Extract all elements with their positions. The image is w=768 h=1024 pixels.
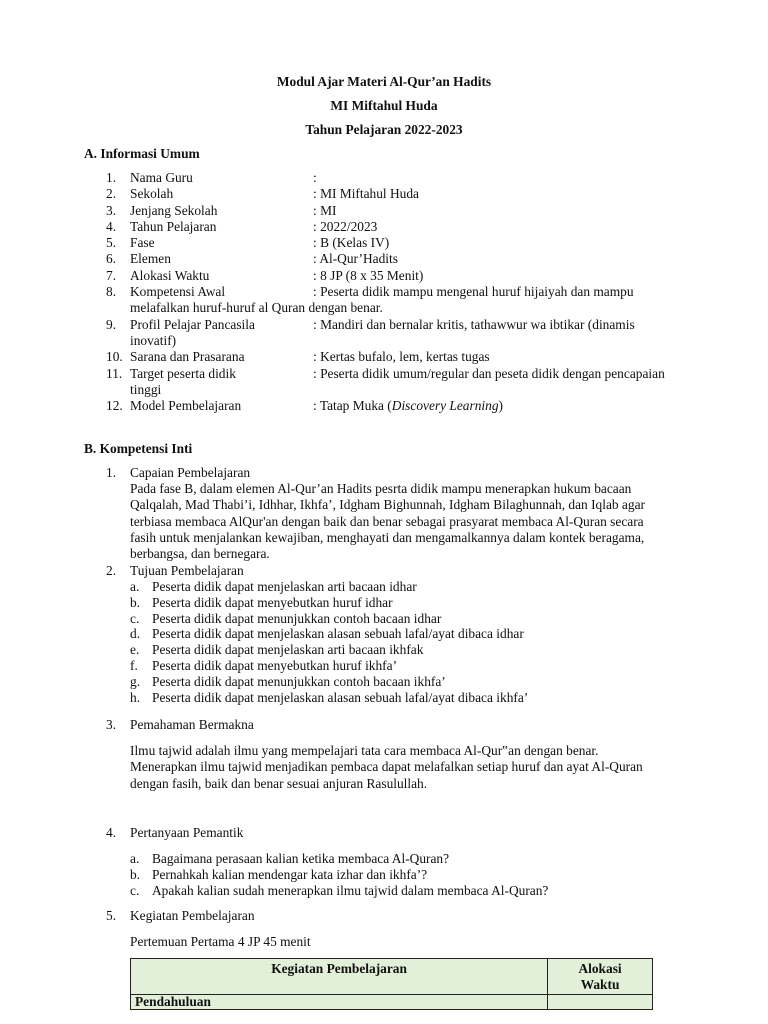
paragraph-line: terbiasa membaca AlQur'an dengan baik dan benar sebagai prasyarat membaca Al-Quran secara [130, 513, 644, 529]
item-title: Pertanyaan Pemantik [130, 825, 244, 840]
info-row [106, 398, 726, 414]
list-letter: b. [130, 866, 141, 882]
info-label: Fase [130, 235, 155, 251]
section-b-heading: B. Kompetensi Inti [84, 441, 193, 456]
list-item [130, 626, 710, 642]
info-value: : Mandiri dan bernalar kritis, tathawwur wa ibtikar (dinamis [313, 316, 635, 332]
list-item [130, 867, 710, 883]
list-letter: b. [130, 594, 141, 610]
info-row [106, 317, 726, 333]
item-title: Kegiatan Pembelajaran [130, 908, 255, 923]
info-label: Kompetensi Awal [130, 284, 226, 300]
list-text: Pernahkah kalian mendengar kata izhar dan ikhfa’? [152, 866, 428, 882]
info-label: Tahun Pelajaran [130, 218, 217, 234]
info-number: 6. [106, 251, 117, 267]
paragraph-line: Pada fase B, dalam elemen Al-Qur’an Hadits pesrta didik mampu menerapkan hukum bacaan [130, 481, 632, 496]
info-label: Model Pembelajaran [130, 398, 242, 414]
item-title: Pemahaman Bermakna [130, 717, 254, 732]
list-text: Peserta didik dapat menunjukkan contoh bacaan ikhfa’ [152, 673, 446, 689]
info-continuation: inovatif) [130, 332, 177, 348]
list-text: Apakah kalian sudah menerapkan ilmu tajwid dalam membaca Al-Quran? [152, 882, 549, 898]
info-value: : 2022/2023 [313, 218, 378, 234]
info-value: : Peserta didik umum/regular dan peseta didik dengan pencapaian [313, 365, 665, 381]
tujuan-heading [106, 563, 716, 579]
table-header-kegiatan: Kegiatan Pembelajaran [131, 959, 548, 995]
pertanyaan-heading [106, 825, 716, 841]
info-value: : 8 JP (8 x 35 Menit) [313, 267, 424, 283]
list-letter: g. [130, 673, 141, 689]
info-number: 12. [106, 398, 123, 414]
item-title: Tujuan Pembelajaran [130, 563, 244, 578]
item-number: 5. [106, 908, 117, 923]
list-letter: a. [130, 851, 140, 866]
info-value: : MI Miftahul Huda [313, 186, 419, 202]
info-label: Sarana dan Prasarana [130, 349, 245, 365]
list-text: Peserta didik dapat menyebutkan huruf ikhfa’ [152, 657, 398, 673]
list-item [130, 595, 710, 611]
info-continuation: melafalkan huruf-huruf al Quran dengan benar. [130, 300, 383, 316]
list-letter: d. [130, 626, 141, 642]
info-number: 11. [106, 365, 123, 381]
list-item [130, 851, 710, 867]
list-text: Peserta didik dapat menjelaskan arti bacaan idhar [152, 579, 417, 594]
model-suffix: ) [498, 398, 503, 414]
pertanyaan-list [130, 851, 710, 898]
info-value: : Peserta didik mampu mengenal huruf hijaiyah dan mampu [313, 284, 634, 300]
info-list [106, 170, 726, 414]
list-item [130, 658, 710, 674]
info-value: : B (Kelas IV) [313, 235, 390, 251]
info-row [106, 170, 726, 186]
info-number: 3. [106, 202, 117, 218]
pertemuan-text: Pertemuan Pertama 4 JP 45 menit [130, 934, 311, 949]
list-letter: c. [130, 610, 140, 626]
list-item [130, 642, 710, 658]
pemahaman-heading [106, 717, 716, 733]
info-row [106, 235, 726, 251]
info-value: : [313, 170, 317, 185]
alokasi-line: Waktu [580, 976, 620, 992]
info-label: Profil Pelajar Pancasila [130, 316, 255, 332]
info-row [106, 349, 726, 365]
table-row [131, 995, 653, 1010]
list-text: Peserta didik dapat menjelaskan alasan sebuah lafal/ayat dibaca idhar [152, 626, 524, 642]
list-item [130, 611, 710, 627]
info-label: Nama Guru [130, 170, 193, 185]
info-label: Sekolah [130, 186, 174, 202]
list-item [130, 579, 710, 595]
paragraph-line: Menerapkan ilmu tajwid menjadikan pembaca dapat melafalkan setiap huruf dan ayat Al-Quran [130, 759, 643, 775]
list-text: Bagaimana perasaan kalian ketika membaca Al-Quran? [152, 851, 450, 866]
table-header-row [131, 959, 653, 995]
info-row [106, 251, 726, 267]
paragraph-line: berbangsa, dan bernegara. [130, 546, 270, 562]
alokasi-line: Alokasi [578, 961, 622, 976]
info-value: : MI [313, 202, 337, 218]
document-title: Modul Ajar Materi Al-Qur’an Hadits [276, 74, 492, 89]
info-row [106, 219, 726, 235]
paragraph-line: fasih untuk menjalankan kewajiban, menghayati dan mengamalkannya dalam kontek beragama, [130, 529, 645, 545]
list-item [130, 690, 710, 706]
list-letter: c. [130, 882, 140, 898]
info-number: 8. [106, 284, 117, 300]
item-number: 4. [106, 825, 117, 840]
list-text: Peserta didik dapat menjelaskan alasan sebuah lafal/ayat dibaca ikhfa’ [152, 689, 529, 705]
model-italic: Discovery Learning [391, 398, 499, 414]
pemahaman-text [130, 743, 715, 792]
info-row [106, 284, 726, 300]
paragraph-line: dengan fasih, baik dan benar sesuai anjuran Rasulullah. [130, 775, 428, 791]
model-prefix: : Tatap Muka ( [313, 398, 392, 414]
kegiatan-heading [106, 908, 716, 924]
table-header-alokasi [548, 959, 653, 995]
info-number: 4. [106, 218, 117, 234]
list-item [130, 883, 710, 899]
info-row [106, 203, 726, 219]
info-row [106, 366, 726, 382]
paragraph-line: Ilmu tajwid adalah ilmu yang mempelajari tata cara membaca Al-Qur‟an dengan benar. [130, 743, 599, 758]
capaian-heading [106, 465, 716, 481]
empty-cell [548, 995, 653, 1010]
info-number: 7. [106, 267, 117, 283]
info-number: 5. [106, 235, 117, 251]
item-number: 1. [106, 465, 117, 480]
item-number: 2. [106, 563, 117, 578]
list-letter: h. [130, 689, 141, 705]
info-label: Target peserta didik [130, 365, 236, 381]
info-label: Elemen [130, 251, 171, 267]
info-number: 2. [106, 186, 117, 202]
info-value: : Al-Qur’Hadits [313, 251, 398, 267]
info-continuation: tinggi [130, 381, 162, 397]
school-name: MI Miftahul Huda [330, 98, 438, 113]
info-number: 1. [106, 170, 117, 185]
tujuan-list [130, 579, 710, 705]
section-a-heading: A. Informasi Umum [84, 146, 200, 161]
kegiatan-table [130, 958, 653, 1010]
list-text: Peserta didik dapat menjelaskan arti bacaan ikhfak [152, 642, 424, 658]
info-row [106, 186, 726, 202]
list-item [130, 674, 710, 690]
info-number: 10. [106, 349, 123, 365]
info-label: Alokasi Waktu [130, 267, 210, 283]
list-text: Peserta didik dapat menyebutkan huruf idhar [152, 594, 393, 610]
capaian-text [130, 481, 715, 562]
info-label: Jenjang Sekolah [130, 202, 218, 218]
info-value: : Kertas bufalo, lem, kertas tugas [313, 349, 490, 365]
list-letter: f. [130, 657, 138, 673]
info-row [106, 268, 726, 284]
pendahuluan-cell: Pendahuluan [131, 995, 548, 1010]
paragraph-line: Qalqalah, Mad Thabi’i, Idhhar, Ikhfa’, Idgham Bighunnah, Idgham Bilaghunnah, dan Iqlab agar [130, 497, 645, 513]
academic-year: Tahun Pelajaran 2022-2023 [305, 122, 463, 137]
list-letter: a. [130, 579, 140, 594]
item-number: 3. [106, 717, 117, 732]
list-letter: e. [130, 642, 140, 658]
info-number: 9. [106, 316, 117, 332]
info-value [313, 398, 726, 414]
item-title: Capaian Pembelajaran [130, 465, 251, 480]
list-text: Peserta didik dapat menunjukkan contoh bacaan idhar [152, 610, 442, 626]
